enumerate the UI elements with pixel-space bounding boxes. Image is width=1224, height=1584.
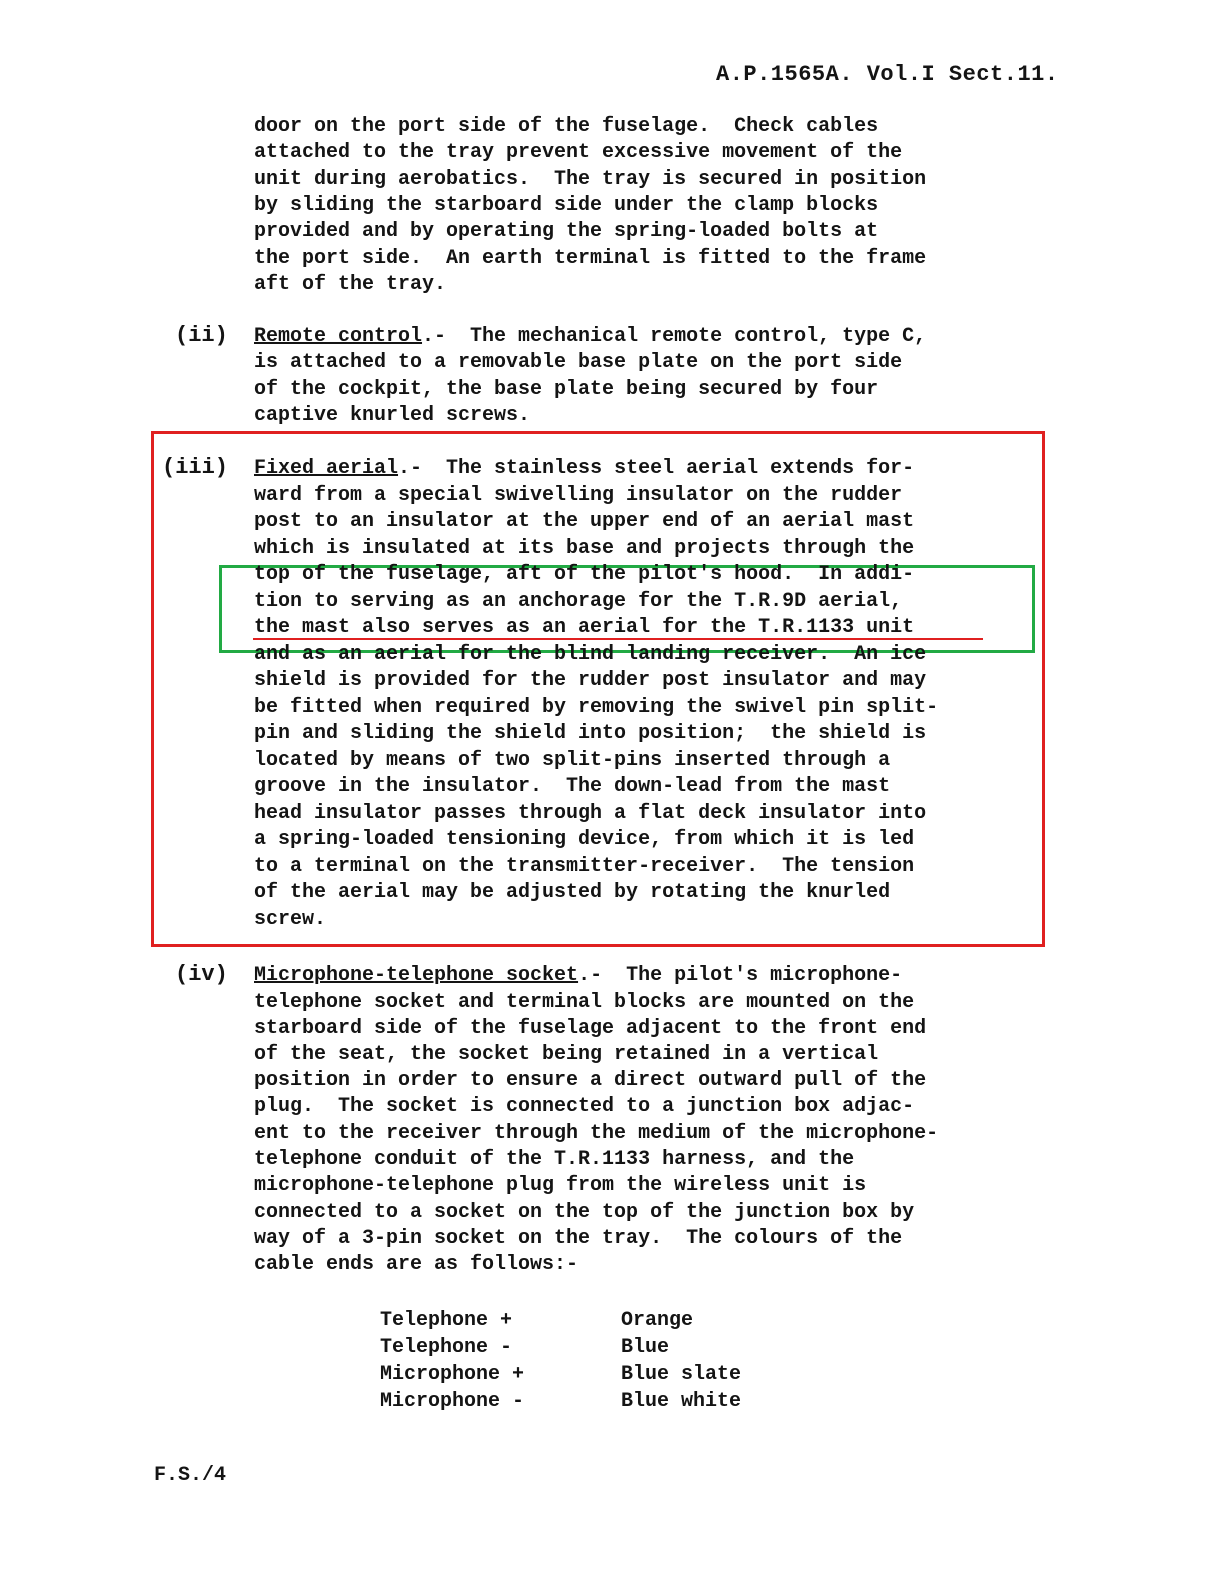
text-line: microphone-telephone plug from the wireless unit is: [254, 1174, 867, 1197]
text-line: which is insulated at its base and projects through the: [254, 537, 915, 560]
table-row: [380, 1388, 741, 1415]
text-line: shield is provided for the rudder post insulator and may: [254, 669, 927, 692]
text-line: plug. The socket is connected to a junction box adjac-: [254, 1095, 915, 1118]
cable-colour-table: [380, 1307, 741, 1415]
paragraph-marker: (iv): [175, 962, 228, 987]
heading-suffix: .- The pilot's microphone-: [578, 964, 903, 987]
text-line: post to an insulator at the upper end of an aerial mast: [254, 510, 915, 533]
text-line: ent to the receiver through the medium of the microphone-: [254, 1122, 939, 1145]
page-footer: F.S./4: [154, 1464, 227, 1487]
lead-colour: Blue white: [621, 1390, 742, 1413]
heading-suffix: .- The stainless steel aerial extends for-: [398, 457, 915, 480]
text-line: and as an aerial for the blind landing receiver. An ice: [254, 643, 927, 666]
heading-title: Microphone-telephone socket: [254, 964, 579, 987]
text-line: captive knurled screws.: [254, 404, 531, 427]
text-line: be fitted when required by removing the swivel pin split-: [254, 696, 939, 719]
text-line: starboard side of the fuselage adjacent to the front end: [254, 1017, 927, 1040]
text-line: screw.: [254, 908, 327, 931]
text-line: the mast also serves as an aerial for the T.R.1133 unit: [254, 616, 915, 639]
lead-name: Microphone +: [380, 1363, 525, 1386]
text-line: head insulator passes through a flat deck insulator into: [254, 802, 927, 825]
text-line: telephone conduit of the T.R.1133 harness, and the: [254, 1148, 855, 1171]
heading-title: Fixed aerial: [254, 457, 399, 480]
lead-colour: Blue slate: [621, 1363, 742, 1386]
table-row: [380, 1307, 741, 1334]
heading-title: Remote control: [254, 325, 423, 348]
text-line: cable ends are as follows:-: [254, 1253, 579, 1276]
paragraph-marker: (ii): [175, 323, 228, 348]
text-line: to a terminal on the transmitter-receiver. The tension: [254, 855, 915, 878]
paragraph-heading: [254, 963, 902, 989]
text-line: is attached to a removable base plate on the port side: [254, 351, 903, 374]
text-line: position in order to ensure a direct outward pull of the: [254, 1069, 927, 1092]
table-row: [380, 1361, 741, 1388]
text-line: telephone socket and terminal blocks are mounted on the: [254, 991, 915, 1014]
text-line: provided and by operating the spring-loaded bolts at: [254, 220, 879, 243]
table-row: [380, 1334, 741, 1361]
text-line: way of a 3-pin socket on the tray. The colours of the: [254, 1227, 903, 1250]
text-line: by sliding the starboard side under the clamp blocks: [254, 194, 879, 217]
text-line: of the seat, the socket being retained in a vertical: [254, 1043, 879, 1066]
text-line: groove in the insulator. The down-lead from the mast: [254, 775, 891, 798]
text-line: aft of the tray.: [254, 273, 447, 296]
heading-suffix: .- The mechanical remote control, type C,: [422, 325, 927, 348]
text-line: ward from a special swivelling insulator on the rudder: [254, 484, 903, 507]
text-line: unit during aerobatics. The tray is secured in position: [254, 168, 927, 191]
paragraph-heading: [254, 324, 926, 350]
paragraph-marker: (iii): [162, 455, 229, 480]
lead-name: Telephone +: [380, 1309, 513, 1332]
text-line: of the cockpit, the base plate being secured by four: [254, 378, 879, 401]
text-line: tion to serving as an anchorage for the T.R.9D aerial,: [254, 590, 903, 613]
text-line: located by means of two split-pins inserted through a: [254, 749, 891, 772]
lead-colour: Orange: [621, 1309, 694, 1332]
text-line: the port side. An earth terminal is fitted to the frame: [254, 247, 927, 270]
text-line: attached to the tray prevent excessive movement of the: [254, 141, 903, 164]
paragraph-heading: [254, 456, 914, 482]
lead-name: Microphone -: [380, 1390, 525, 1413]
text-line: connected to a socket on the top of the junction box by: [254, 1201, 915, 1224]
text-line: of the aerial may be adjusted by rotating the knurled: [254, 881, 891, 904]
text-line: door on the port side of the fuselage. Check cables: [254, 115, 879, 138]
lead-colour: Blue: [621, 1336, 670, 1359]
text-line: top of the fuselage, aft of the pilot's hood. In addi-: [254, 563, 915, 586]
text-line: pin and sliding the shield into position; the shield is: [254, 722, 927, 745]
text-line: a spring-loaded tensioning device, from which it is led: [254, 828, 915, 851]
document-reference: A.P.1565A. Vol.I Sect.11.: [716, 62, 1059, 87]
lead-name: Telephone -: [380, 1336, 513, 1359]
